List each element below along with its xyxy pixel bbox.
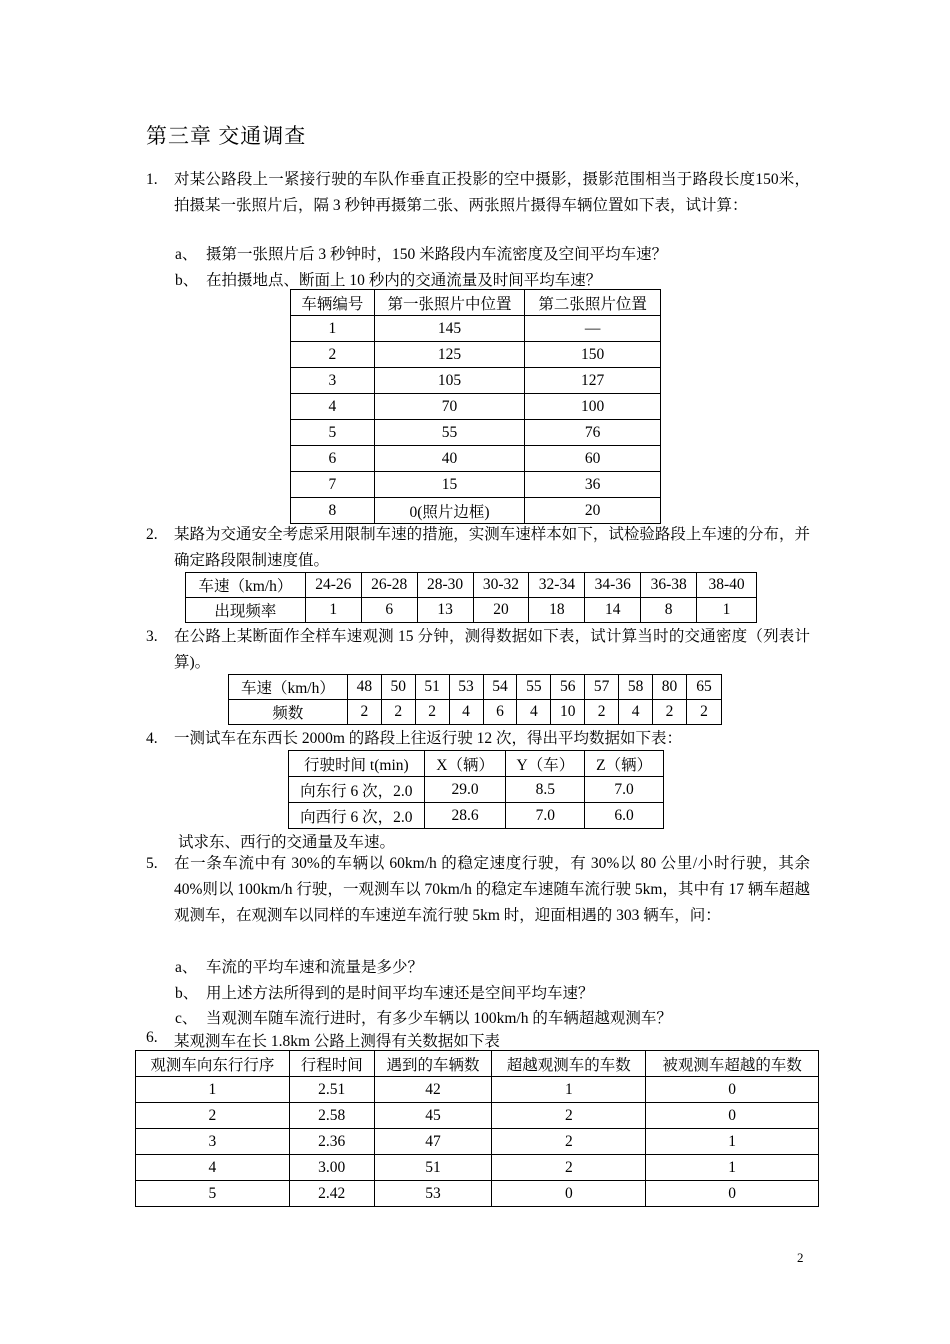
q5-sub-b-label: b、 (175, 985, 199, 1002)
table-cell: 105 (374, 368, 525, 394)
table-cell: 100 (525, 394, 661, 420)
table-cell: 向西行 6 次，2.0 (289, 803, 425, 829)
table-row (186, 598, 757, 623)
table-cell: 127 (525, 368, 661, 394)
table-header: 车辆编号 (291, 290, 375, 316)
table-cell: 7.0 (585, 777, 664, 803)
q3-number: 3. (146, 628, 158, 645)
table-header: Z（辆） (585, 751, 664, 777)
table-cell: 2.36 (289, 1129, 374, 1155)
q1-sub-a: 摄第一张照片后 3 秒钟时，150 米路段内车流密度及空间平均车速？ (206, 246, 668, 263)
table-cell: 58 (619, 675, 653, 700)
table-header: Y（车） (506, 751, 585, 777)
table-cell: 4 (291, 394, 375, 420)
table-cell: 8 (291, 498, 375, 524)
table-cell: 57 (585, 675, 619, 700)
table-cell: 10 (551, 700, 585, 725)
table-cell: 0 (646, 1077, 819, 1103)
table-row (291, 316, 661, 342)
table-cell: 53 (449, 675, 483, 700)
table-cell: 53 (374, 1181, 492, 1207)
table-cell: 2 (492, 1155, 646, 1181)
row-label: 车速（km/h） (186, 573, 306, 598)
q6-number: 6. (146, 1029, 158, 1046)
q4-text: 一测试车在东西长 2000m 的路段上往返行驶 12 次，得出平均数据如下表： (174, 730, 683, 747)
table-cell: 0 (492, 1181, 646, 1207)
table-cell: 4 (449, 700, 483, 725)
table-cell: 0 (646, 1181, 819, 1207)
table-cell: 5 (136, 1181, 290, 1207)
table-row (291, 342, 661, 368)
q1-sub-b: 在拍摄地点、断面上 10 秒内的交通流量及时间平均车速？ (206, 272, 602, 289)
table-cell: 7 (291, 472, 375, 498)
table-header-row (289, 751, 664, 777)
q2-table (185, 572, 757, 623)
q5-number: 5. (146, 855, 158, 872)
table-cell: 60 (525, 446, 661, 472)
table-cell: 28-30 (417, 573, 473, 598)
table-cell: 51 (415, 675, 449, 700)
table-row (136, 1129, 819, 1155)
table-cell: 13 (417, 598, 473, 623)
table-cell: 3 (136, 1129, 290, 1155)
table-cell: 0(照片边框) (374, 498, 525, 524)
table-cell: 1 (305, 598, 361, 623)
q6-text: 某观测车在长 1.8km 公路上测得有关数据如下表 (174, 1033, 500, 1050)
q3-text: 在公路上某断面作全样车速观测 15 分钟，测得数据如下表，试计算当时的交通密度（列表计算)。 (174, 628, 810, 671)
table-row (291, 420, 661, 446)
table-cell: 2 (415, 700, 449, 725)
table-cell: 2 (585, 700, 619, 725)
table-cell: 38-40 (697, 573, 757, 598)
table-row (229, 675, 722, 700)
q5-sub-a-label: a、 (175, 959, 198, 976)
q6-table (135, 1050, 819, 1207)
q1-text: 对某公路段上一紧接行驶的车队作垂直正投影的空中摄影，摄影范围相当于路段长度150米，拍摄某一张照片后，隔 3 秒钟再摄第二张、两张照片摄得车辆位置如下表，试计算： (174, 171, 810, 214)
table-cell: 29.0 (424, 777, 506, 803)
table-cell: 2.58 (289, 1103, 374, 1129)
table-row (291, 446, 661, 472)
table-cell: 2.42 (289, 1181, 374, 1207)
table-header: 第一张照片中位置 (374, 290, 525, 316)
table-cell: 55 (517, 675, 551, 700)
table-cell: 32-34 (529, 573, 585, 598)
table-row (136, 1155, 819, 1181)
table-cell: 15 (374, 472, 525, 498)
table-header: 被观测车超越的车数 (646, 1051, 819, 1077)
table-cell: 26-28 (361, 573, 417, 598)
table-cell: 6 (483, 700, 517, 725)
q1-sub-a-label: a、 (175, 246, 198, 263)
table-cell: 8.5 (506, 777, 585, 803)
row-label: 出现频率 (186, 598, 306, 623)
table-header: 第二张照片位置 (525, 290, 661, 316)
table-cell: 18 (529, 598, 585, 623)
table-cell: 4 (136, 1155, 290, 1181)
table-cell: 28.6 (424, 803, 506, 829)
table-cell: 36-38 (641, 573, 697, 598)
q4-table (288, 750, 664, 829)
table-cell: 1 (697, 598, 757, 623)
table-cell: 36 (525, 472, 661, 498)
q5-sub-c: 当观测车随车流行进时，有多少车辆以 100km/h 的车辆超越观测车？ (206, 1010, 672, 1027)
table-cell: 48 (347, 675, 381, 700)
table-cell: 2 (347, 700, 381, 725)
table-cell: 45 (374, 1103, 492, 1129)
q2-number: 2. (146, 526, 158, 543)
table-cell: 向东行 6 次，2.0 (289, 777, 425, 803)
table-cell: 24-26 (305, 573, 361, 598)
table-cell: 76 (525, 420, 661, 446)
table-header: 行驶时间 t(min) (289, 751, 425, 777)
table-header: 遇到的车辆数 (374, 1051, 492, 1077)
table-cell: 65 (686, 675, 721, 700)
table-row (291, 368, 661, 394)
q4-number: 4. (146, 730, 158, 747)
table-cell: 2 (492, 1103, 646, 1129)
table-row (289, 777, 664, 803)
table-cell: 50 (381, 675, 415, 700)
row-label: 车速（km/h） (229, 675, 348, 700)
table-header-row (291, 290, 661, 316)
table-cell: 150 (525, 342, 661, 368)
table-row (291, 498, 661, 524)
table-header: 观测车向东行行序 (136, 1051, 290, 1077)
table-row (186, 573, 757, 598)
table-cell: 56 (551, 675, 585, 700)
table-cell: 2 (136, 1103, 290, 1129)
q5-text: 在一条车流中有 30%的车辆以 60km/h 的稳定速度行驶，有 30%以 80 公里/小时行驶，其余 40%则以 100km/h 行驶，一观测车以 70km/h 的稳定车速随车流行驶 5km，其中有 17 辆车超越观测车，在观测车以同样的车速逆车流行驶 5km 时，迎面相遇的 303 辆车，问： (174, 855, 810, 924)
table-cell: 4 (517, 700, 551, 725)
table-cell: 2 (492, 1129, 646, 1155)
table-cell: 145 (374, 316, 525, 342)
table-cell: 125 (374, 342, 525, 368)
table-cell: 14 (585, 598, 641, 623)
table-cell: 1 (646, 1155, 819, 1181)
table-cell: 34-36 (585, 573, 641, 598)
table-row (229, 700, 722, 725)
table-cell: 47 (374, 1129, 492, 1155)
table-cell: 30-32 (473, 573, 529, 598)
table-cell: 40 (374, 446, 525, 472)
table-cell: 55 (374, 420, 525, 446)
table-header: 行程时间 (289, 1051, 374, 1077)
page-number: 2 (797, 1250, 804, 1265)
table-cell: 80 (653, 675, 687, 700)
table-cell: — (525, 316, 661, 342)
table-cell: 1 (136, 1077, 290, 1103)
table-cell: 42 (374, 1077, 492, 1103)
row-label: 频数 (229, 700, 348, 725)
table-header: 超越观测车的车数 (492, 1051, 646, 1077)
q1-table (290, 289, 661, 524)
chapter-title: 第三章 交通调查 (146, 124, 307, 148)
table-cell: 6 (291, 446, 375, 472)
q1-number: 1. (146, 171, 158, 188)
table-cell: 2 (686, 700, 721, 725)
table-cell: 70 (374, 394, 525, 420)
q5-sub-c-label: c、 (175, 1010, 198, 1027)
table-cell: 6 (361, 598, 417, 623)
table-cell: 1 (646, 1129, 819, 1155)
table-cell: 7.0 (506, 803, 585, 829)
q1-sub-b-label: b、 (175, 272, 199, 289)
table-cell: 0 (646, 1103, 819, 1129)
table-row (136, 1103, 819, 1129)
table-row (136, 1077, 819, 1103)
table-cell: 3 (291, 368, 375, 394)
table-cell: 6.0 (585, 803, 664, 829)
table-cell: 2 (381, 700, 415, 725)
table-cell: 1 (492, 1077, 646, 1103)
table-cell: 51 (374, 1155, 492, 1181)
q3-table (228, 674, 722, 725)
table-cell: 1 (291, 316, 375, 342)
q2-text: 某路为交通安全考虑采用限制车速的措施，实测车速样本如下，试检验路段上车速的分布，并确定路段限制速度值。 (174, 526, 810, 569)
table-cell: 54 (483, 675, 517, 700)
table-cell: 2 (653, 700, 687, 725)
q5-sub-b: 用上述方法所得到的是时间平均车速还是空间平均车速？ (206, 985, 594, 1002)
table-header-row (136, 1051, 819, 1077)
table-cell: 4 (619, 700, 653, 725)
table-row (136, 1181, 819, 1207)
table-cell: 20 (473, 598, 529, 623)
table-cell: 8 (641, 598, 697, 623)
q4-after-text: 试求东、西行的交通量及车速。 (178, 834, 396, 851)
table-row (289, 803, 664, 829)
table-cell: 2.51 (289, 1077, 374, 1103)
table-header: X（辆） (424, 751, 506, 777)
q5-sub-a: 车流的平均车速和流量是多少？ (206, 959, 424, 976)
table-cell: 2 (291, 342, 375, 368)
table-cell: 20 (525, 498, 661, 524)
table-cell: 3.00 (289, 1155, 374, 1181)
table-row (291, 472, 661, 498)
table-cell: 5 (291, 420, 375, 446)
table-row (291, 394, 661, 420)
